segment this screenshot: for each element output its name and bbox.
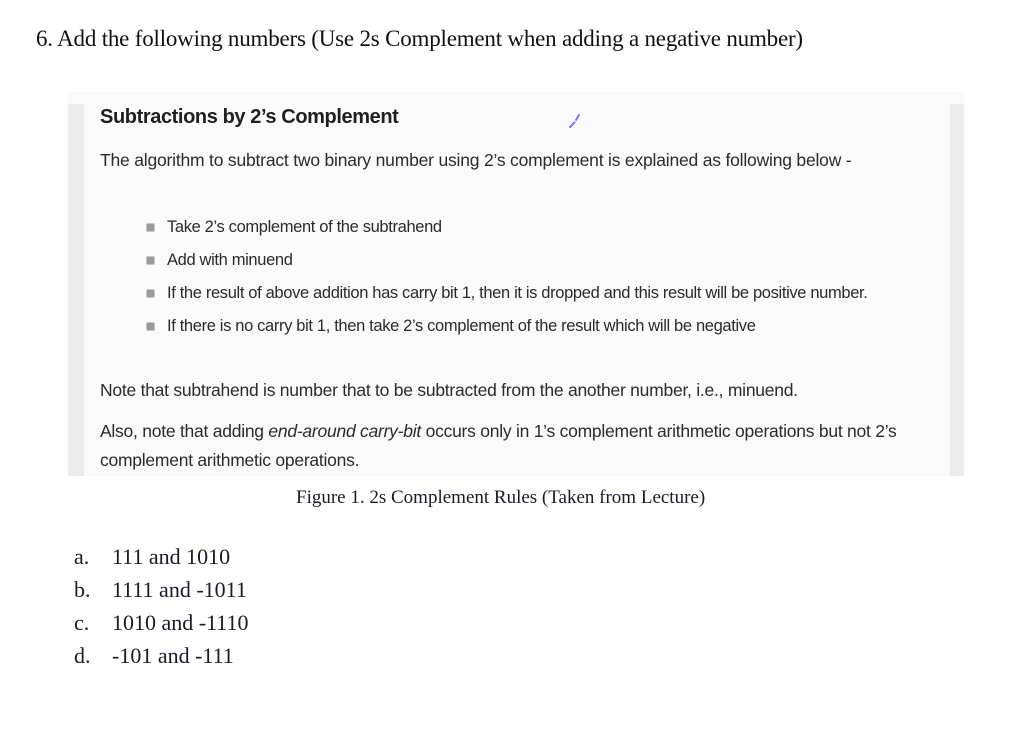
square-bullet-icon [146, 256, 155, 265]
figure-caption: Figure 1. 2s Complement Rules (Taken from Lecture) [296, 487, 706, 508]
option-letter: a. [74, 544, 90, 569]
figure-intro: The algorithm to subtract two binary number using 2’s complement is explained as following below - [100, 150, 852, 170]
square-bullet-icon [146, 289, 155, 298]
answer-option-d [74, 639, 248, 672]
figure-left-border [68, 104, 84, 476]
figure-image [68, 92, 964, 476]
option-text: 1111 and -1011 [112, 577, 247, 602]
option-text: 111 and 1010 [112, 544, 231, 569]
pen-mark-icon [566, 112, 584, 130]
step-text: If the result of above addition has carry bit 1, then it is dropped and this result will be positive number. [167, 284, 868, 302]
square-bullet-icon [146, 223, 155, 232]
option-letter: c. [74, 610, 90, 635]
figure-right-border [950, 104, 964, 476]
option-text: -101 and -111 [112, 643, 234, 668]
list-item [146, 280, 936, 306]
step-text: Add with minuend [167, 251, 293, 269]
note-text-after: occurs only in 1’s complement arithmetic operations but not 2’s complement arithmetic operations. [100, 421, 897, 470]
figure-heading: Subtractions by 2’s Complement [100, 106, 399, 128]
answer-option-a [74, 540, 248, 573]
list-item [146, 214, 936, 240]
list-item [146, 247, 936, 273]
option-text: 1010 and -1110 [112, 610, 249, 635]
answer-option-b [74, 573, 248, 606]
question-title: 6. Add the following numbers (Use 2s Complement when adding a negative number) [36, 26, 803, 51]
list-item [146, 313, 936, 339]
note-end-around-carry [100, 417, 940, 475]
steps-list [146, 214, 936, 346]
note-subtrahend: Note that subtrahend is number that to be subtracted from the another number, i.e., minuend. [100, 380, 798, 400]
option-letter: b. [74, 577, 91, 602]
answer-options [74, 540, 248, 672]
answer-option-c [74, 606, 248, 639]
step-text: Take 2’s complement of the subtrahend [167, 218, 442, 236]
step-text: If there is no carry bit 1, then take 2’s complement of the result which will be negative [167, 317, 756, 335]
square-bullet-icon [146, 322, 155, 331]
note-text-italic: end-around carry-bit [268, 421, 421, 441]
note-text-before: Also, note that adding [100, 421, 269, 441]
option-letter: d. [74, 643, 91, 668]
